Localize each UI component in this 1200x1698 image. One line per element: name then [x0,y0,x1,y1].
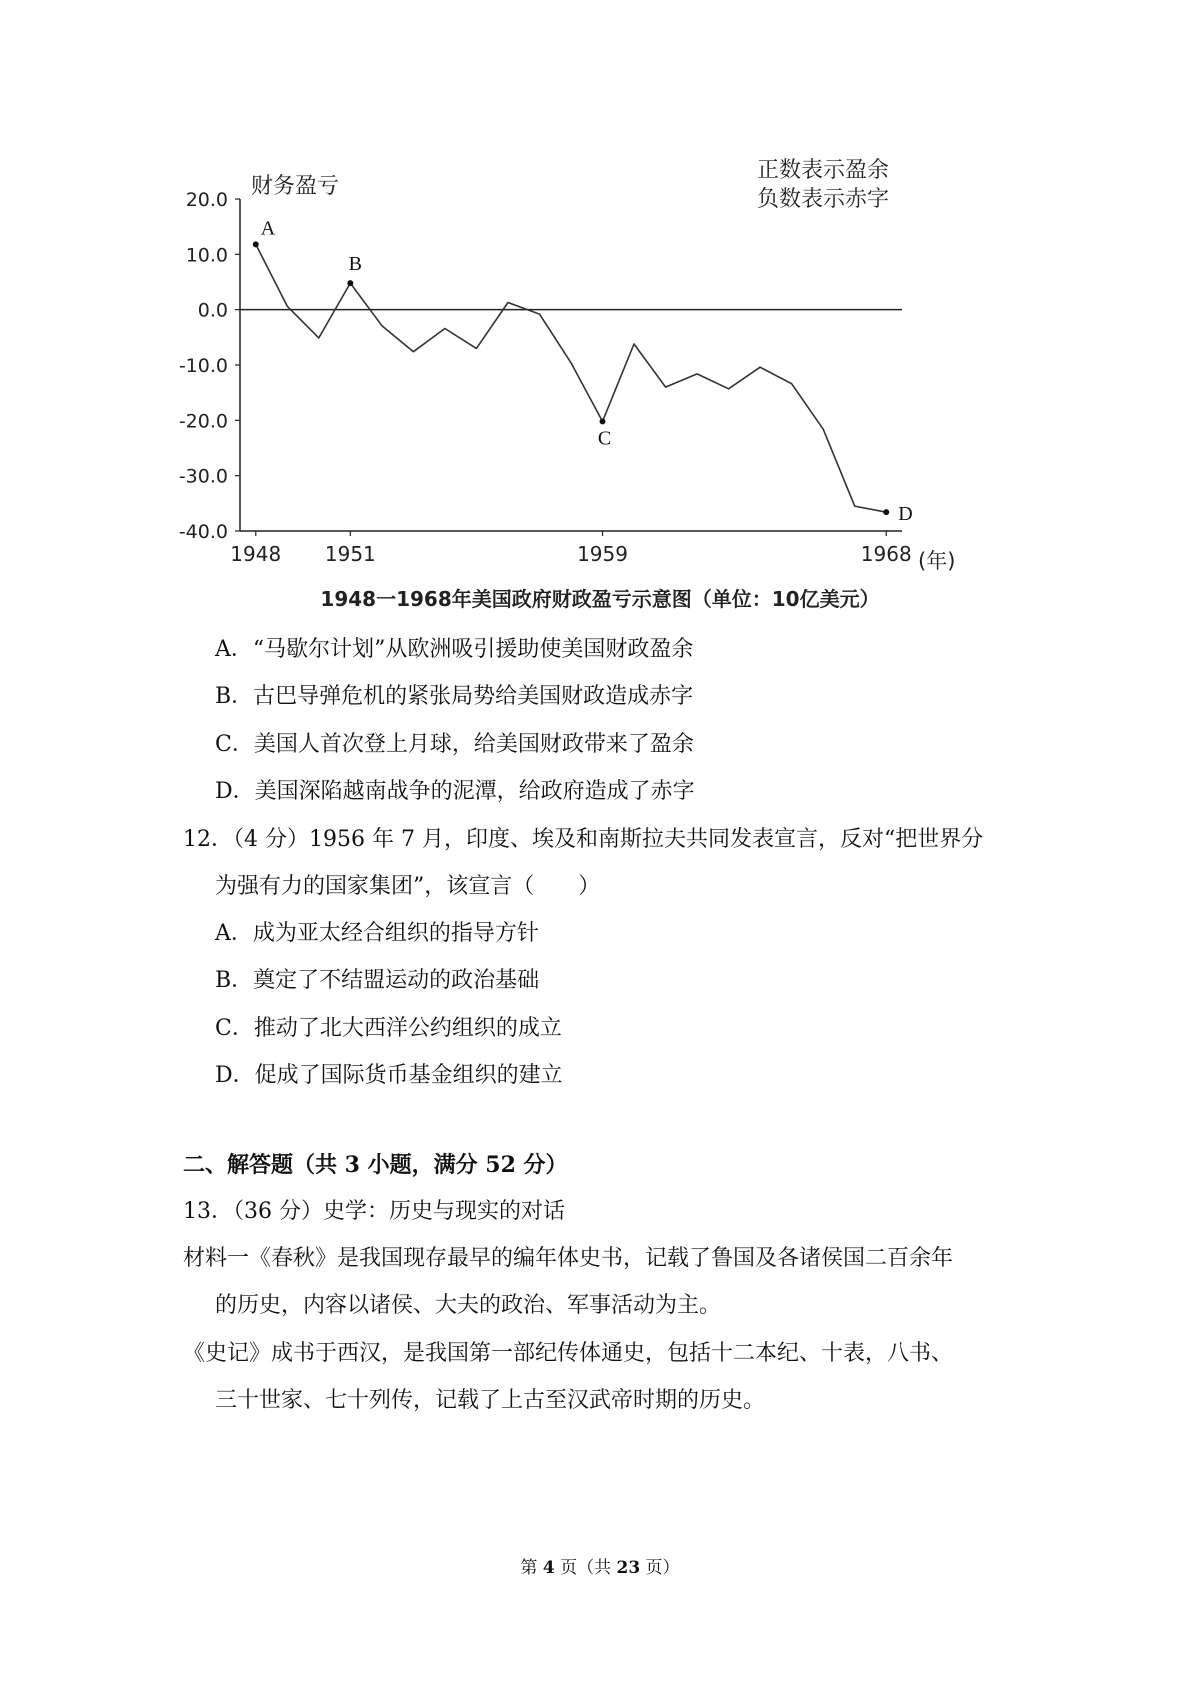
point-marker-c [600,418,606,424]
footer-page-number: 4 [542,1558,555,1578]
q13-material2-line2: 三十世家、七十列传，记载了上古至汉武帝时期的历史。 [215,1388,766,1413]
footer-prefix: 第 [520,1558,543,1578]
footer-total-pages: 23 [616,1558,641,1578]
q12-stem-line1: 12．（4 分）1956 年 7 月，印度、埃及和南斯拉夫共同发表宣言，反对“把世界分 [183,827,984,852]
y-tick-label: -10.0 [178,355,228,377]
series-line-group [240,217,913,525]
q12-stem-line2: 为强有力的国家集团”，该宣言（ ） [215,874,601,899]
q12-option-c: C．推动了北大西洋公约组织的成立 [215,1016,562,1041]
fiscal-chart [0,0,1200,580]
q13-material1-line1: 材料一《春秋》是我国现存最早的编年体史书，记载了鲁国及各诸侯国二百余年 [183,1246,954,1271]
chart-caption: 1948一1968年美国政府财政盈亏示意图（单位：10亿美元） [320,587,880,611]
legend-note-negative: 负数表示赤字 [757,187,890,212]
x-axis-unit-label: (年) [918,549,956,573]
x-tick-label: 1951 [324,542,376,566]
q11-option-a: A．“马歇尔计划”从欧洲吸引援助使美国财政盈余 [215,637,694,662]
x-tick-label: 1948 [230,542,282,566]
page-footer [0,1553,1200,1578]
q11-option-d: D．美国深陷越南战争的泥潭，给政府造成了赤字 [215,779,695,804]
section-heading: 二、解答题（共 3 小题，满分 52 分） [183,1152,568,1178]
footer-suffix: 页） [640,1558,680,1578]
q11-option-b: B．古巴导弹危机的紧张局势给美国财政造成赤字 [215,684,694,709]
x-tick-label: 1959 [577,542,628,566]
q12-option-b: B．奠定了不结盟运动的政治基础 [215,968,540,993]
y-tick-label: 0.0 [197,299,228,322]
y-tick-label: 20.0 [185,189,228,211]
point-marker-a [253,241,259,247]
y-axis-title: 财务盈亏 [251,174,340,199]
x-tick-label: 1968 [860,542,912,566]
footer-middle: 页（共 [554,1558,617,1578]
point-marker-d [883,509,889,515]
q13-title: 13．（36 分）史学：历史与现实的对话 [183,1199,565,1224]
legend-note-positive: 正数表示盈余 [757,158,890,183]
point-label-c: C [597,427,612,450]
q11-option-c: C．美国人首次登上月球，给美国财政带来了盈余 [215,732,694,757]
y-tick-label: -30.0 [178,465,228,488]
q12-option-d: D．促成了国际货币基金组织的建立 [215,1063,563,1088]
y-axis [179,189,240,543]
y-tick-label: -40.0 [178,521,228,543]
y-tick-label: 10.0 [185,244,228,267]
point-label-a: A [260,217,276,240]
point-label-b: B [348,253,363,276]
q13-material2-line1: 《史记》成书于西汉，是我国第一部纪传体通史，包括十二本纪、十表，八书、 [183,1341,954,1366]
point-marker-b [347,280,353,286]
point-label-d: D [898,503,913,526]
q13-material1-line2: 的历史，内容以诸侯、大夫的政治、军事活动为主。 [215,1293,722,1318]
q12-option-a: A．成为亚太经合组织的指导方针 [215,921,539,946]
y-tick-label: -20.0 [178,410,228,433]
x-axis [230,531,911,566]
